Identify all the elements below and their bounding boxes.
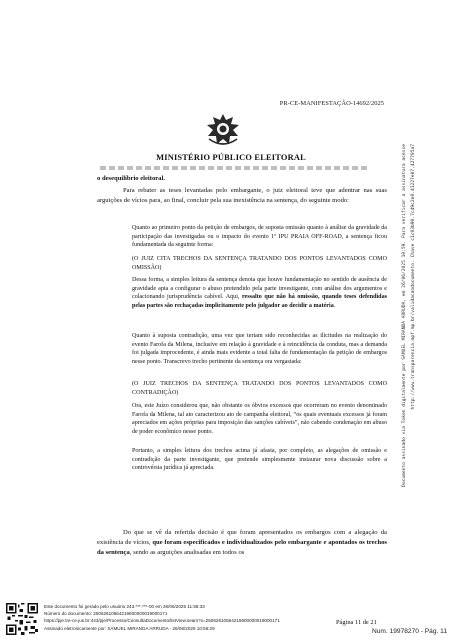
paragraph-analysis-end: , sendo as arguições analisadas em todos os — [129, 549, 245, 556]
footer-info — [44, 603, 280, 632]
document-number: Num. 19978270 - Pág. 11 — [372, 628, 448, 635]
signature-stamp-line-2: http://www.transparencia.mpf.mp.br/validacaodocumento. Chave c1c03b90.7c49c2e0.41227e07.427705a7 — [411, 144, 416, 410]
paragraph-analysis-highlight: que foram especificados e individualizados pelo embargante e apontados os trechos da sentença — [97, 539, 387, 556]
quote-omission-analysis — [132, 276, 387, 310]
scan-artifact-line — [100, 166, 368, 170]
footer-url[interactable]: https://pje.tre-ce.jus.br:443/pje/Processo/ConsultaDocumento/listView.seam?x=25062610564219600000019000171 — [44, 618, 280, 624]
quote-omission-intro: Quanto ao primeiro ponto da petição de embargos, de suposta omissão quanto à análise da gravidade da participação das investigadas ou o impacto do evento 1º IPU PRAIA OFF-ROAD, a sentença ficou fundamentada da seguinte forma: — [132, 225, 387, 249]
quote-conclusion: Portanto, a simples leitura dos trechos acima já afasta, por completo, as alegações de omissão e contradição da parte investigante, que pretende simplesmente instaurar nova discussão sobre a controvérsia jurídica já apreciada. — [132, 448, 387, 472]
footer-doc-number: Número do documento: 25062610564219600000019000171 — [44, 611, 168, 617]
document-reference: PR-CE-MANIFESTAÇÃO-14692/2025 — [279, 100, 384, 107]
coat-of-arms-icon — [205, 113, 241, 147]
qr-code-icon[interactable] — [6, 603, 38, 635]
footer-signed: Assinado eletronicamente por: SAMUEL MIRANDA ARRUDA - 26/06/2025 10:56:29 — [44, 625, 215, 631]
footer-generated: Este documento foi gerado pelo usuário 243.***.***-00 em 26/06/2025 11:58:33 — [44, 604, 205, 609]
quote-contradiction-intro: Quanto à suposta contradição, uma vez que teriam sido reconhecidas as ilicitudes na realização do evento Farofa da Milena, inclusive em relação à gravidade e à reincidência da conduta, mas a demanda foi julgada improcedente, é ainda mais evidente a total falta de fundamentação da petição de embargos nesse ponto. Transcrevo trecho pertinente da sentença ora vergastada: — [132, 333, 387, 365]
paragraph-intro: Para rebater as teses levantadas pelo embargante, o juiz eleitoral teve que adentrar nas suas arguições de vícios para, ao final, concluir pela sua inexistência na sentença, do seguinte modo: — [97, 187, 387, 204]
quote-omission-end: . — [333, 302, 336, 309]
organization-title: MINISTÉRIO PÚBLICO ELEITORAL — [156, 153, 306, 162]
quote-omission-analysis-text: Dessa forma, a simples leitura da sentença denota que houve fundamentação no sentido de ausência de gravidade apta a configurar o abuso pretendido pela parte investigante, com análise dos argumentos e colacionando jurisprudência cabível. Aqui, — [132, 277, 387, 301]
signature-stamp-line-1: Documento assinado via Token digitalmente por SAMUEL MIRANDA ARRUDA, em 26/06/2025 10:59. Para verificar a assinatura acesse — [402, 144, 407, 487]
quote-contradiction-analysis: Ora, este Juízo considerou que, não obstante os óbvios excessos que ocorreram no evento denominado Farofa da Milena, tal ato caracterizou ato de campanha eleitoral, “os quais eventuais excessos já foram apreciados em ações próprias para imposição das sanções cabíveis”, não cabendo condenação em abuso de poder econômico nesse ponto. — [132, 403, 387, 435]
signature-stamp — [402, 144, 432, 614]
quote-omission-highlight: ressalto que não há omissão, quando teses defendidas pelas partes são rechaçadas implicitamente pelo julgador ao decidir a matéria — [132, 294, 387, 309]
paragraph-analysis-text: Do que se vê da referida decisão é que foram apresentados os embargos com a alegação da existência de vícios, — [97, 529, 387, 546]
quote-contradiction-placeholder: (O JUIZ TRECHOS DA SENTENÇA TRATANDO DOS PONTOS LEVANTADOS COMO CONTRADIÇÃO) — [132, 381, 387, 396]
page-label: Página 11 de 21 — [336, 619, 377, 626]
paragraph-analysis — [97, 528, 387, 558]
lead-fragment: o desequilíbrio eleitoral. — [97, 175, 165, 182]
quote-omission-placeholder: (O JUIZ CITA TRECHOS DA SENTENÇA TRATANDO DOS PONTOS LEVANTADOS COMO OMISSÃO) — [132, 256, 387, 271]
